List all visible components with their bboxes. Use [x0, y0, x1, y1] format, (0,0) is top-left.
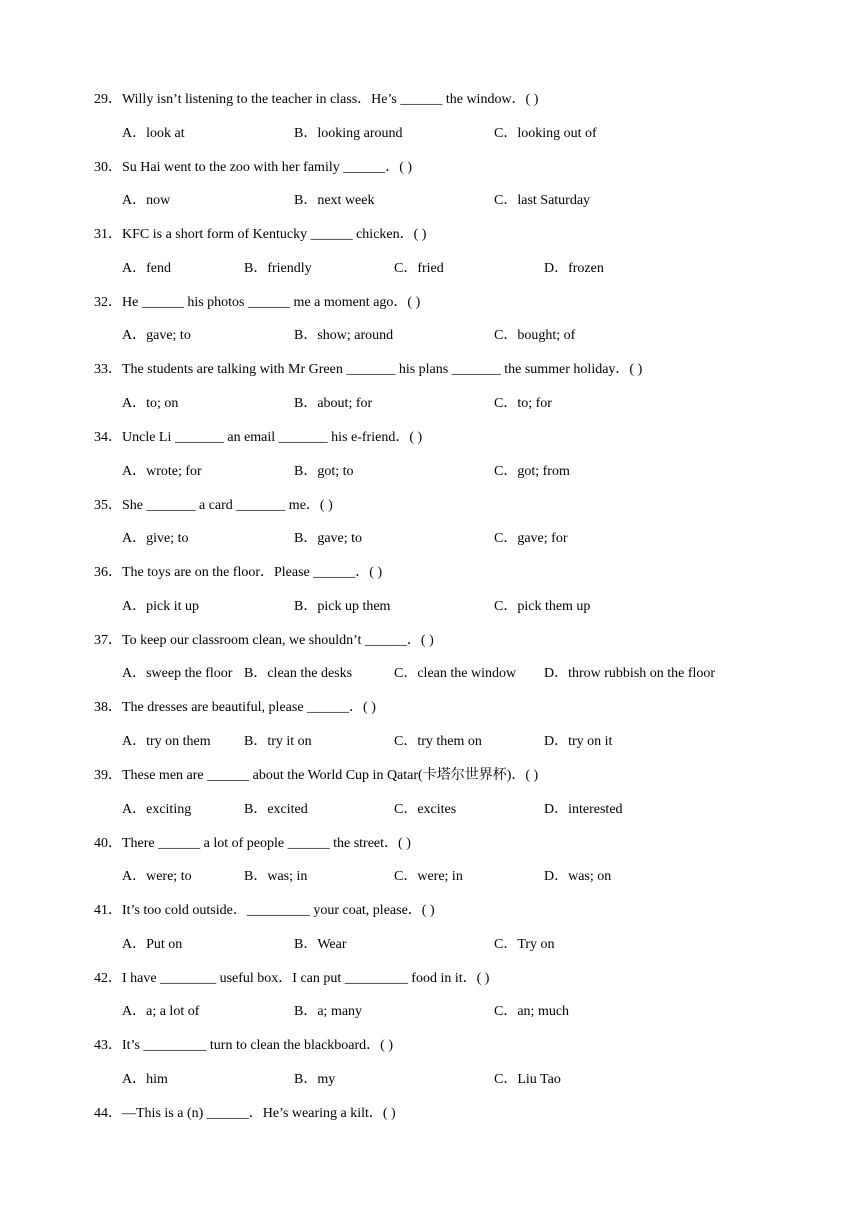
question-31-option-b: B．friendly	[244, 261, 312, 276]
question-31-stem: 31．KFC is a short form of Kentucky ______ chicken．( )	[94, 227, 427, 242]
question-36-stem: 36．The toys are on the floor．Please ______．( )	[94, 565, 383, 580]
question-34-options	[122, 463, 822, 481]
question-29-option-c: C．looking out of	[494, 126, 597, 141]
question-30-options	[122, 192, 822, 210]
question-37-option-a: A．sweep the floor	[122, 666, 233, 681]
question-42-options	[122, 1003, 822, 1021]
question-40-option-b: B．was; in	[244, 869, 308, 884]
question-31-option-a: A．fend	[122, 261, 171, 276]
question-31-options	[122, 260, 822, 278]
question-39-option-d: D．interested	[544, 802, 623, 817]
question-36-option-b: B．pick up them	[294, 599, 391, 614]
question-43-option-a: A．him	[122, 1072, 168, 1087]
question-30-option-c: C．last Saturday	[494, 193, 591, 208]
question-39-stem: 39．These men are ______ about the World Cup in Qatar(卡塔尔世界杯)．( )	[94, 768, 539, 783]
question-41-options	[122, 936, 822, 954]
question-32-option-b: B．show; around	[294, 328, 394, 343]
question-39-option-b: B．excited	[244, 802, 308, 817]
question-41-option-a: A．Put on	[122, 937, 183, 952]
question-35-options	[122, 530, 822, 548]
question-43-options	[122, 1071, 822, 1089]
question-34-option-c: C．got; from	[494, 464, 570, 479]
question-35-option-c: C．gave; for	[494, 531, 568, 546]
question-43-option-b: B．my	[294, 1072, 336, 1087]
question-29-option-b: B．looking around	[294, 126, 403, 141]
question-40-stem: 40．There ______ a lot of people ______ the street．( )	[94, 836, 411, 851]
question-38-option-b: B．try it on	[244, 734, 312, 749]
question-33-option-b: B．about; for	[294, 396, 373, 411]
question-38-stem: 38．The dresses are beautiful, please ______．( )	[94, 700, 376, 715]
question-42-option-a: A．a; a lot of	[122, 1004, 200, 1019]
question-36-options	[122, 598, 822, 616]
question-39-option-c: C．excites	[394, 802, 457, 817]
question-41-option-c: C．Try on	[494, 937, 555, 952]
question-39-options	[122, 801, 822, 819]
question-42-option-b: B．a; many	[294, 1004, 363, 1019]
question-37-option-b: B．clean the desks	[244, 666, 353, 681]
question-36-option-a: A．pick it up	[122, 599, 199, 614]
question-34-option-a: A．wrote; for	[122, 464, 202, 479]
question-32-options	[122, 327, 822, 345]
question-38-option-a: A．try on them	[122, 734, 211, 749]
question-33-stem: 33．The students are talking with Mr Green _______ his plans _______ the summer holiday．( )	[94, 362, 643, 377]
question-35-option-a: A．give; to	[122, 531, 189, 546]
question-37-options	[122, 665, 822, 683]
question-38-option-c: C．try them on	[394, 734, 482, 749]
question-36-option-c: C．pick them up	[494, 599, 591, 614]
question-30-option-b: B．next week	[294, 193, 375, 208]
question-35-stem: 35．She _______ a card _______ me．( )	[94, 498, 333, 513]
question-33-options	[122, 395, 822, 413]
question-29-stem: 29．Willy isn’t listening to the teacher in class．He’s ______ the window．( )	[94, 92, 539, 107]
question-30-option-a: A．now	[122, 193, 171, 208]
question-35-option-b: B．gave; to	[294, 531, 363, 546]
question-41-stem: 41．It’s too cold outside．_________ your coat, please．( )	[94, 903, 435, 918]
question-29-options	[122, 125, 822, 143]
question-31-option-d: D．frozen	[544, 261, 604, 276]
question-41-option-b: B．Wear	[294, 937, 347, 952]
question-43-option-c: C．Liu Tao	[494, 1072, 561, 1087]
question-40-option-a: A．were; to	[122, 869, 192, 884]
question-30-stem: 30．Su Hai went to the zoo with her family ______．( )	[94, 160, 413, 175]
question-42-option-c: C．an; much	[494, 1004, 570, 1019]
question-32-stem: 32．He ______ his photos ______ me a moment ago．( )	[94, 295, 421, 310]
question-38-option-d: D．try on it	[544, 734, 613, 749]
question-34-option-b: B．got; to	[294, 464, 354, 479]
question-32-option-a: A．gave; to	[122, 328, 191, 343]
question-33-option-c: C．to; for	[494, 396, 552, 411]
question-39-option-a: A．exciting	[122, 802, 192, 817]
question-29-option-a: A．look at	[122, 126, 185, 141]
question-37-option-c: C．clean the window	[394, 666, 517, 681]
question-44-stem: 44．—This is a (n) ______．He’s wearing a kilt．( )	[94, 1106, 396, 1121]
question-40-option-c: C．were; in	[394, 869, 463, 884]
question-38-options	[122, 733, 822, 751]
question-32-option-c: C．bought; of	[494, 328, 576, 343]
question-34-stem: 34．Uncle Li _______ an email _______ his e-friend．( )	[94, 430, 423, 445]
question-42-stem: 42．I have ________ useful box．I can put _________ food in it．( )	[94, 971, 490, 986]
question-40-option-d: D．was; on	[544, 869, 612, 884]
question-43-stem: 43．It’s _________ turn to clean the blackboard．( )	[94, 1038, 393, 1053]
question-40-options	[122, 868, 822, 886]
question-33-option-a: A．to; on	[122, 396, 179, 411]
question-37-option-d: D．throw rubbish on the floor	[544, 666, 716, 681]
question-31-option-c: C．fried	[394, 261, 444, 276]
question-37-stem: 37．To keep our classroom clean, we shouldn’t ______．( )	[94, 633, 434, 648]
